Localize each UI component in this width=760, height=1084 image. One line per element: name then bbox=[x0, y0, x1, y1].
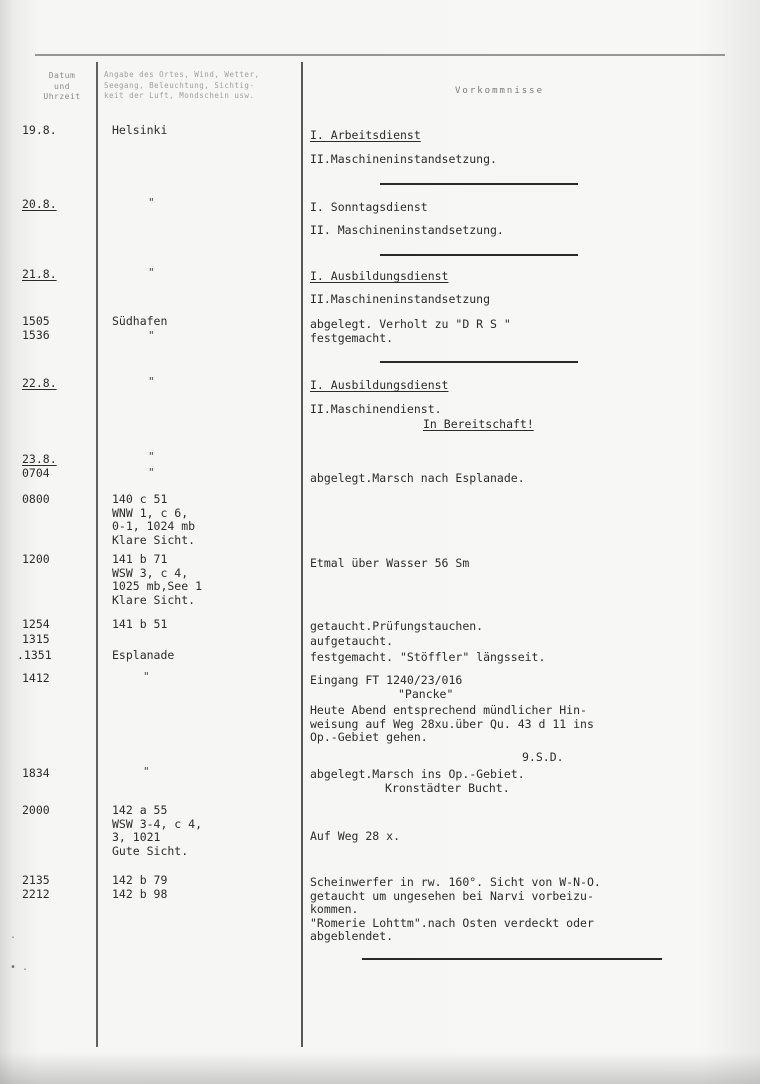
top-rule bbox=[35, 54, 725, 56]
date-22-8: 22.8. bbox=[22, 376, 57, 390]
ditto-mark: " bbox=[148, 266, 155, 279]
time-0704: 0704 bbox=[22, 466, 50, 480]
event-1200: Etmal über Wasser 56 Sm bbox=[310, 556, 470, 570]
date-21-8: 21.8. bbox=[22, 267, 57, 281]
event-1412-signature: 9.S.D. bbox=[522, 750, 564, 764]
event-1315: aufgetaucht. bbox=[310, 634, 394, 648]
ditto-mark: " bbox=[148, 450, 155, 463]
date-19-8: 19.8. bbox=[22, 123, 57, 137]
event-1834-line1: abgelegt.Marsch ins Op.-Gebiet. bbox=[310, 767, 525, 781]
time-0800: 0800 bbox=[22, 492, 50, 506]
event-19-8-line2: II.Maschineninstandsetzung. bbox=[310, 152, 497, 166]
time-2135: 2135 bbox=[22, 873, 50, 887]
time-1315: 1315 bbox=[22, 632, 50, 646]
event-1505: abgelegt. Verholt zu "D R S " bbox=[310, 317, 511, 331]
time-1505: 1505 bbox=[22, 314, 50, 328]
header-date-time: Datum und Uhrzeit bbox=[43, 71, 81, 101]
location-esplanade: Esplanade bbox=[112, 648, 175, 662]
location-suedhafen: Südhafen bbox=[112, 314, 168, 328]
time-2000: 2000 bbox=[22, 803, 50, 817]
event-1351: festgemacht. "Stöffler" längsseit. bbox=[310, 650, 546, 664]
event-1412-line2: "Pancke" bbox=[398, 687, 454, 701]
date-20-8: 20.8. bbox=[22, 197, 57, 211]
event-20-8-line1: I. Sonntagsdienst bbox=[310, 200, 428, 214]
date-23-8: 23.8. bbox=[22, 452, 57, 466]
event-19-8-line1: I. Arbeitsdienst bbox=[310, 128, 421, 142]
scan-shadow bbox=[0, 1052, 760, 1084]
event-21-8-line2: II.Maschineninstandsetzung bbox=[310, 292, 491, 306]
event-1412-line1: Eingang FT 1240/23/016 bbox=[310, 673, 463, 687]
position-0800: 140 c 51 WNW 1, c 6, 0-1, 1024 mb Klare Sicht. bbox=[112, 492, 196, 547]
time-1536: 1536 bbox=[22, 328, 50, 342]
time-1834: 1834 bbox=[22, 766, 50, 780]
event-22-8-line1: I. Ausbildungsdienst bbox=[310, 378, 449, 392]
entry-separator bbox=[380, 254, 578, 256]
event-0704: abgelegt.Marsch nach Esplanade. bbox=[310, 471, 525, 485]
time-2212: 2212 bbox=[22, 887, 50, 901]
location-helsinki: Helsinki bbox=[112, 123, 168, 137]
event-22-8-line2: II.Maschinendienst. bbox=[310, 402, 442, 416]
event-2135: Scheinwerfer in rw. 160°. Sicht von W-N-O. getaucht um ungesehen bei Narvi vorbeizu- kommen. "Romerie Lohttm".nach Osten verdeckt oder abgeblendet. bbox=[310, 875, 601, 943]
entry-separator bbox=[362, 958, 662, 960]
ditto-mark: " bbox=[148, 375, 155, 388]
ditto-mark: " bbox=[143, 765, 150, 778]
header-events: Vorkommnisse bbox=[455, 86, 545, 96]
entry-separator bbox=[380, 183, 578, 185]
time-1412: 1412 bbox=[22, 671, 50, 685]
column-divider-right bbox=[301, 62, 303, 1047]
margin-mark: • . bbox=[10, 962, 29, 973]
header-position-weather: Angabe des Ortes, Wind, Wetter, Seegang, Beleuchtung, Sichtig- keit der Luft, Mondschein usw. bbox=[104, 70, 260, 100]
entry-separator bbox=[380, 361, 578, 363]
event-2000: Auf Weg 28 x. bbox=[310, 829, 401, 843]
time-1351: .1351 bbox=[17, 648, 52, 662]
time-1200: 1200 bbox=[22, 552, 50, 566]
time-1254: 1254 bbox=[22, 617, 50, 631]
ditto-mark: " bbox=[148, 329, 155, 342]
column-divider-left bbox=[96, 62, 98, 1047]
event-21-8-line1: I. Ausbildungsdienst bbox=[310, 269, 449, 283]
event-1536: festgemacht. bbox=[310, 331, 394, 345]
event-20-8-line2: II. Maschineninstandsetzung. bbox=[310, 223, 504, 237]
margin-mark: . bbox=[10, 930, 17, 941]
position-1200: 141 b 71 WSW 3, c 4, 1025 mb,See 1 Klare Sicht. bbox=[112, 552, 203, 607]
position-2135: 142 b 79 bbox=[112, 873, 168, 887]
event-22-8-line3: In Bereitschaft! bbox=[423, 417, 534, 431]
event-1254: getaucht.Prüfungstauchen. bbox=[310, 619, 484, 633]
position-2000: 142 a 55 WSW 3-4, c 4, 3, 1021 Gute Sicht. bbox=[112, 803, 203, 858]
event-1834-line2: Kronstädter Bucht. bbox=[385, 781, 510, 795]
position-2212: 142 b 98 bbox=[112, 887, 168, 901]
ditto-mark: " bbox=[148, 196, 155, 209]
position-1254: 141 b 51 bbox=[112, 617, 168, 631]
event-1412-order: Heute Abend entsprechend mündlicher Hin- weisung auf Weg 28xu.über Qu. 43 d 11 ins Op.-Gebiet gehen. bbox=[310, 703, 594, 744]
ditto-mark: " bbox=[143, 670, 150, 683]
ditto-mark: " bbox=[148, 466, 155, 479]
